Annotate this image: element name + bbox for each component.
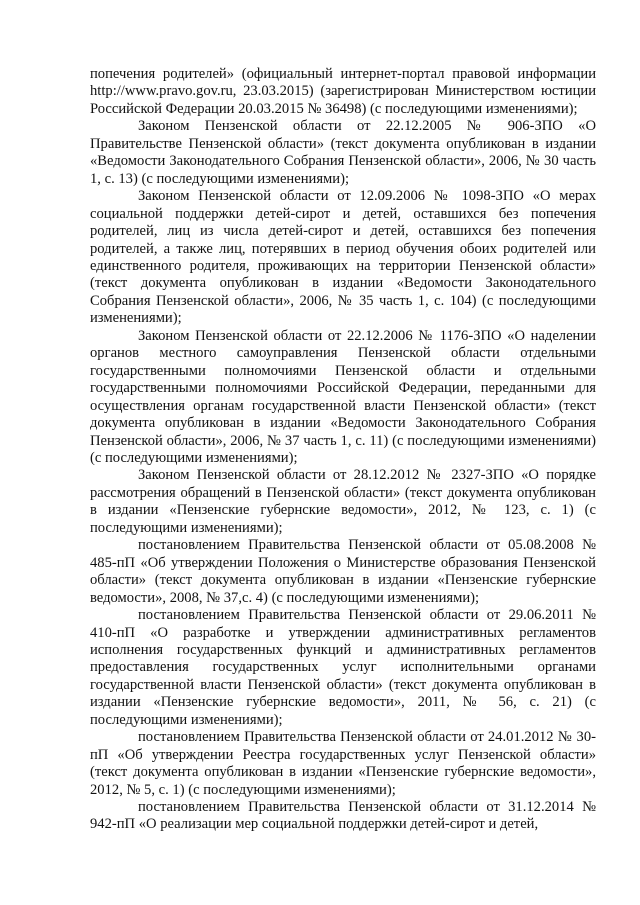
paragraph: Законом Пензенской области от 22.12.2005 № 906-ЗПО «О Правительстве Пензенской области» (текст документа опубликован в издании «Ведомости Законодательного Собрания Пензенской области», 2006, № 30 часть 1, с. 13) (с последующими изменениями); — [90, 118, 596, 187]
paragraph: постановлением Правительства Пензенской области от 31.12.2014 № 942-пП «О реализации мер социальной поддержки детей-сирот и детей, — [90, 799, 596, 833]
document-body — [90, 66, 596, 834]
paragraph: постановлением Правительства Пензенской области от 29.06.2011 № 410-пП «О разработке и утверждении административных регламентов исполнения государственных функций и административных регламентов предоставления государственных услуг исполнительными органами государственной власти Пензенской области» (текст документа опубликован в издании «Пензенские губернские ведомости», 2011, № 56, с. 21) (с последующими изменениями); — [90, 607, 596, 728]
paragraph: Законом Пензенской области от 12.09.2006 № 1098-ЗПО «О мерах социальной поддержки детей-сирот и детей, оставшихся без попечения родителей, лиц из числа детей-сирот и детей, оставшихся без попечения родителей, а также лиц, потерявших в период обучения обоих родителей или единственного родителя, проживающих на территории Пензенской области» (текст документа опубликован в издании «Ведомости Законодательного Собрания Пензенской области», 2006, № 35 часть 1, с. 104) (с последующими изменениями); — [90, 188, 596, 327]
paragraph: Законом Пензенской области от 22.12.2006 № 1176-ЗПО «О наделении органов местного самоуправления Пензенской области отдельными государственными полномочиями Пензенской области и отдельными государственными полномочиями Российской Федерации, переданными для осуществления органам государственной власти Пензенской области» (текст документа опубликован в издании «Ведомости Законодательного Собрания Пензенской области», 2006, № 37 часть 1, с. 11) (с последующими изменениями) (с последующими изменениями); — [90, 327, 596, 466]
paragraph: постановлением Правительства Пензенской области от 05.08.2008 № 485-пП «Об утверждении Положения о Министерстве образования Пензенской области» (текст документа опубликован в издании «Пензенские губернские ведомости», 2008, № 37,с. 4) (с последующими изменениями); — [90, 537, 596, 606]
paragraph: постановлением Правительства Пензенской области от 24.01.2012 № 30-пП «Об утверждении Реестра государственных услуг Пензенской области» (текст документа опубликован в издании «Пензенские губернские ведомости», 2012, № 5, с. 1) (с последующими изменениями); — [90, 729, 596, 798]
paragraph-continuation: попечения родителей» (официальный интернет-портал правовой информации http://www.pravo.gov.ru, 23.03.2015) (зарегистрирован Министерством юстиции Российской Федерации 20.03.2015 № 36498) (с последующими изменениями); — [90, 66, 596, 117]
paragraph: Законом Пензенской области от 28.12.2012 № 2327-ЗПО «О порядке рассмотрения обращений в Пензенской области» (текст документа опубликован в издании «Пензенские губернские ведомости», 2012, № 123, с. 1) (с последующими изменениями); — [90, 467, 596, 536]
